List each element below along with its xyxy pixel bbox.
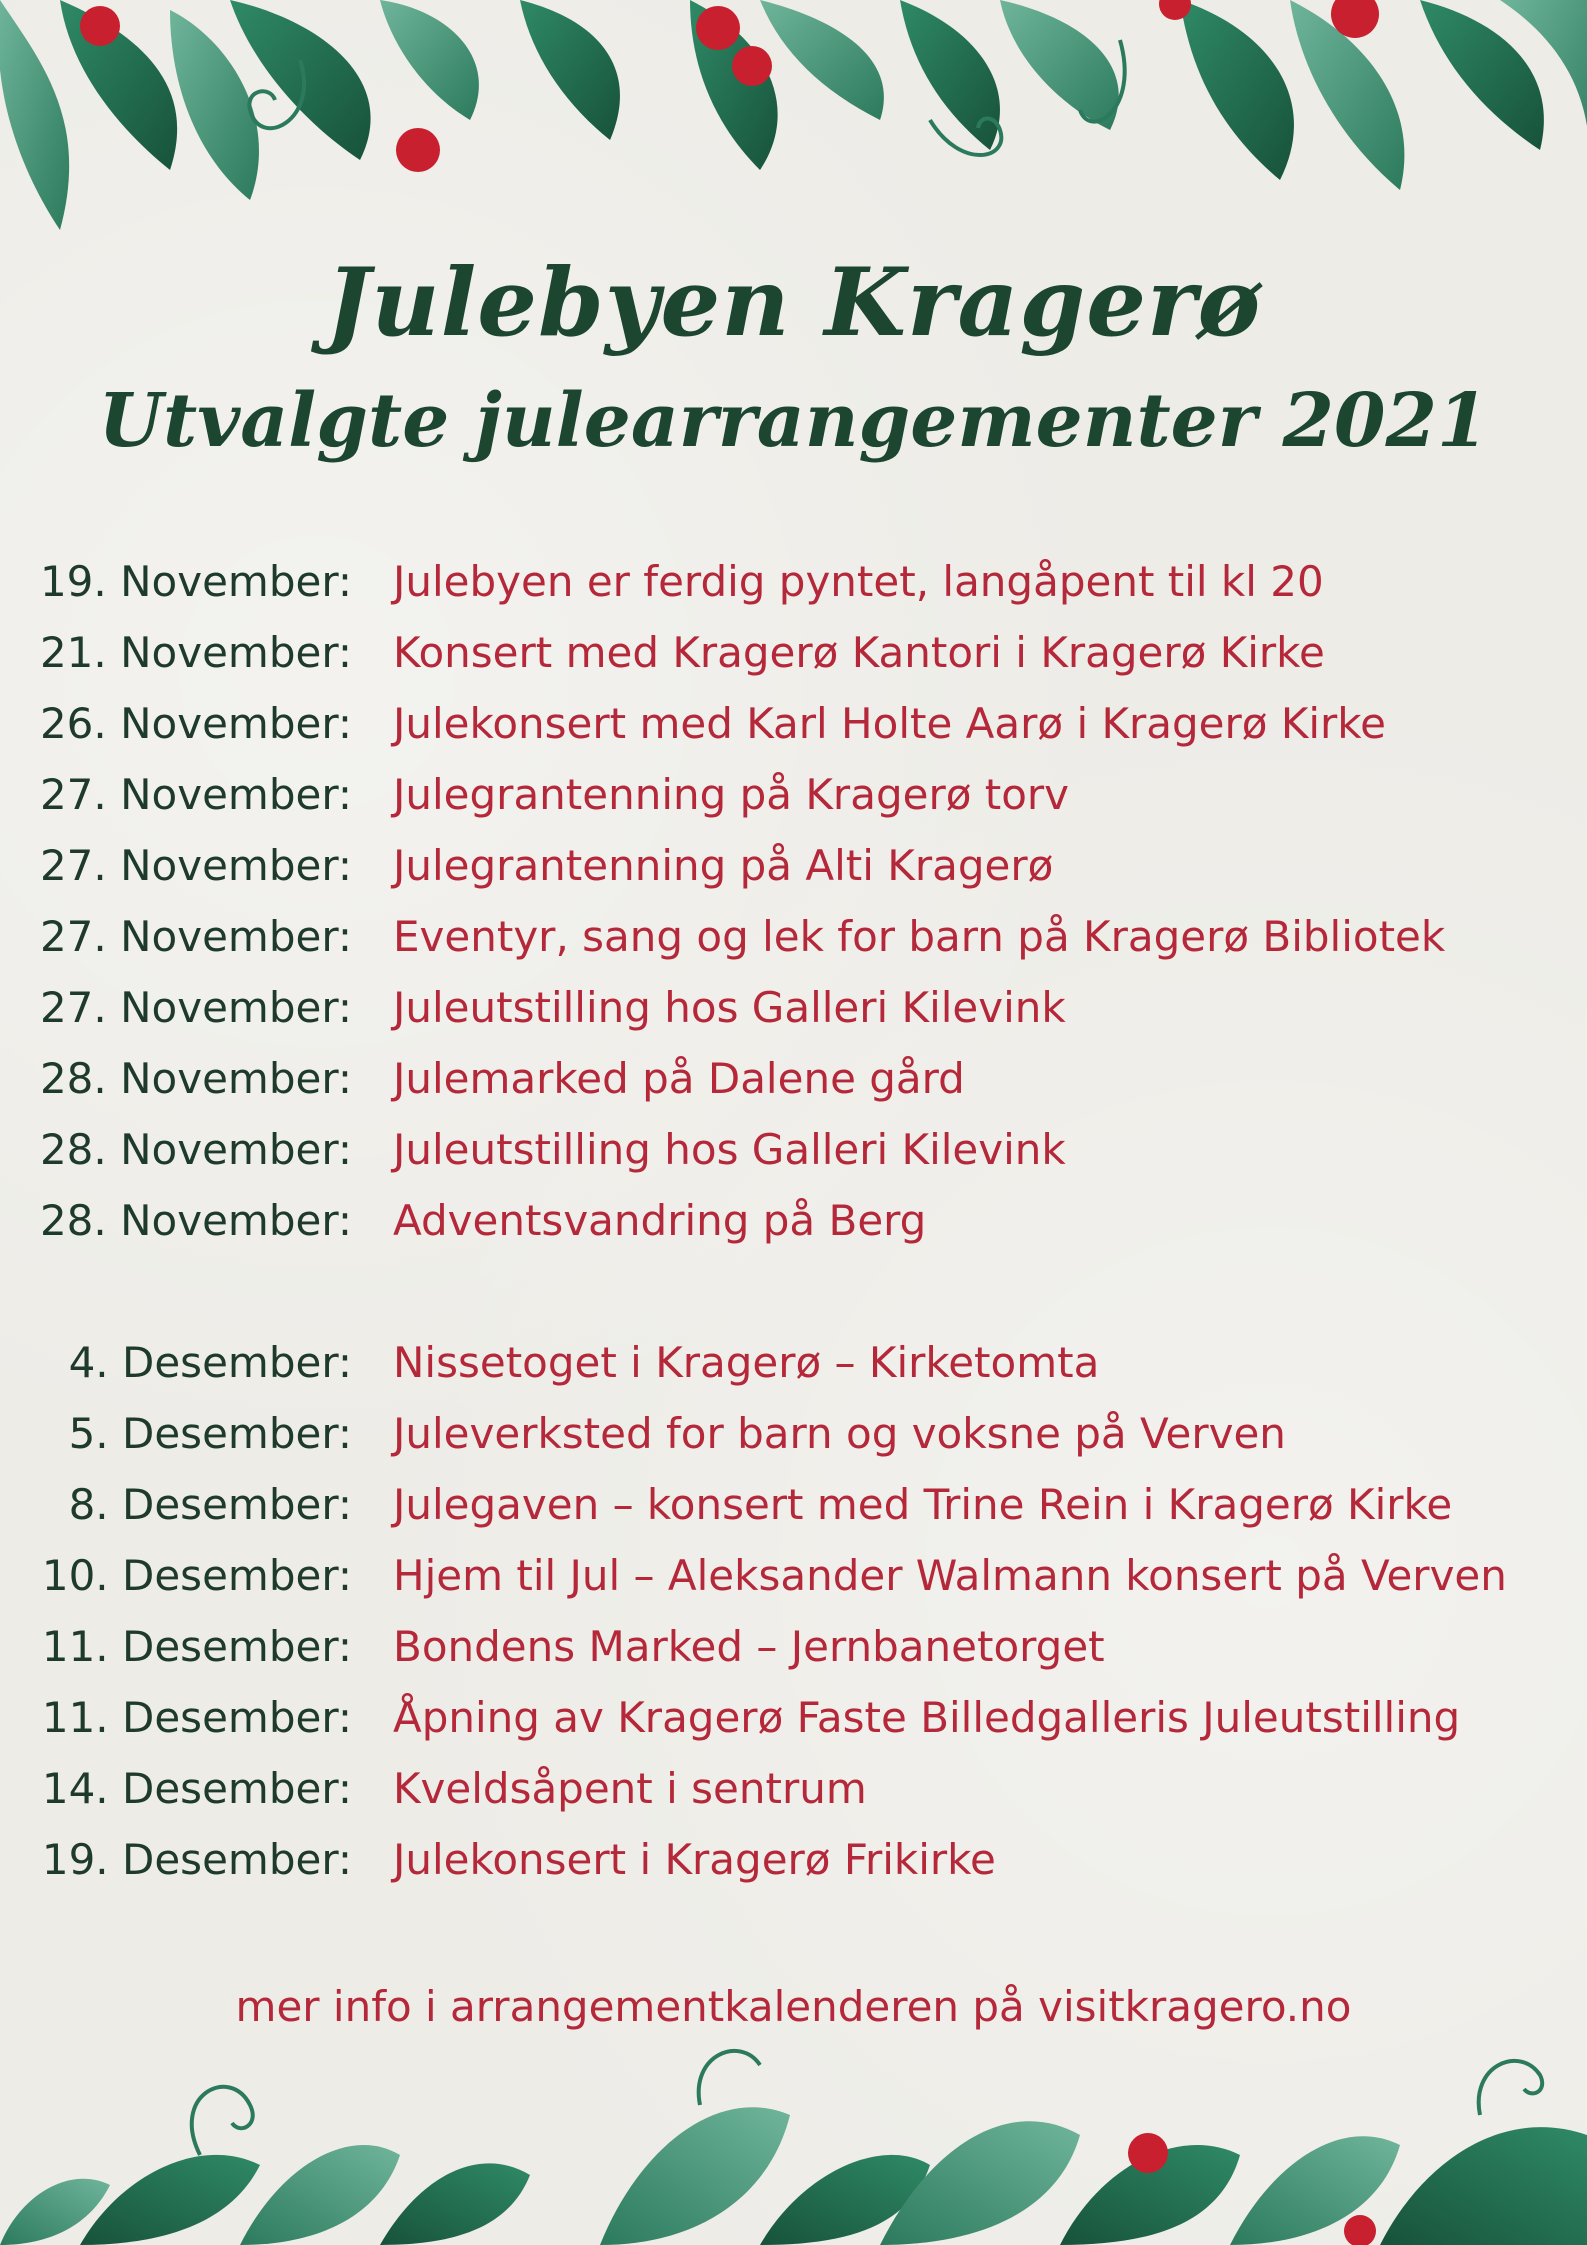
event-row xyxy=(0,552,1587,612)
event-title: Juleverksted for barn og voksne på Verven xyxy=(393,1409,1286,1458)
event-title: Julegrantenning på Kragerø torv xyxy=(393,770,1070,819)
event-date: 27. November: xyxy=(39,912,352,961)
event-title: Bondens Marked – Jernbanetorget xyxy=(393,1622,1105,1671)
event-date: 19. November: xyxy=(39,557,352,606)
page-subtitle: Utvalgte julearrangementer 2021 xyxy=(98,378,1489,464)
event-row xyxy=(0,1120,1587,1180)
event-date: 4. Desember: xyxy=(68,1338,352,1387)
event-row xyxy=(0,1688,1587,1748)
event-row xyxy=(0,836,1587,896)
event-row xyxy=(0,694,1587,754)
leaf-b2 xyxy=(80,2155,260,2245)
leaf-b3 xyxy=(240,2145,400,2245)
event-date: 27. November: xyxy=(39,770,352,819)
event-title: Julekonsert med Karl Holte Aarø i Kragerø Kirke xyxy=(393,699,1386,748)
leaf-11 xyxy=(1180,0,1294,180)
leaf-6 xyxy=(520,0,620,140)
event-date: 21. November: xyxy=(39,628,352,677)
event-title: Nissetoget i Kragerø – Kirketomta xyxy=(393,1338,1100,1387)
event-title: Juleutstilling hos Galleri Kilevink xyxy=(393,983,1066,1032)
leaf-8 xyxy=(760,0,884,120)
vine-curl-b1 xyxy=(192,2087,253,2155)
event-date: 28. November: xyxy=(39,1196,352,1245)
event-title: Hjem til Jul – Aleksander Walmann konsert på Verven xyxy=(393,1551,1507,1600)
berry-1 xyxy=(80,6,120,46)
berry-4 xyxy=(732,46,772,86)
event-date: 5. Desember: xyxy=(68,1409,352,1458)
event-row xyxy=(0,1475,1587,1535)
event-row xyxy=(0,978,1587,1038)
event-title: Åpning av Kragerø Faste Billedgalleris Juleutstilling xyxy=(393,1693,1461,1742)
holly-garland-top xyxy=(0,0,1587,240)
event-row xyxy=(0,1546,1587,1606)
event-title: Konsert med Kragerø Kantori i Kragerø Kirke xyxy=(393,628,1325,677)
event-date: 14. Desember: xyxy=(41,1764,352,1813)
event-date: 10. Desember: xyxy=(41,1551,352,1600)
event-date: 19. Desember: xyxy=(41,1835,352,1884)
event-title: Julegrantenning på Alti Kragerø xyxy=(393,841,1054,890)
leaf-1 xyxy=(0,0,69,230)
event-date: 11. Desember: xyxy=(41,1622,352,1671)
vine-curl-b3 xyxy=(1479,2061,1542,2115)
leaf-3 xyxy=(170,10,259,200)
event-title: Julekonsert i Kragerø Frikirke xyxy=(393,1835,996,1884)
event-row xyxy=(0,907,1587,967)
event-row xyxy=(0,1191,1587,1251)
event-title: Julebyen er ferdig pyntet, langåpent til kl 20 xyxy=(393,557,1324,606)
event-row xyxy=(0,1049,1587,1109)
event-row xyxy=(0,765,1587,825)
event-title: Adventsvandring på Berg xyxy=(393,1196,927,1245)
event-row xyxy=(0,1333,1587,1393)
event-title: Eventyr, sang og lek for barn på Kragerø Bibliotek xyxy=(393,912,1446,961)
event-row xyxy=(0,1617,1587,1677)
event-date: 8. Desember: xyxy=(68,1480,352,1529)
event-date: 11. Desember: xyxy=(41,1693,352,1742)
event-title: Julegaven – konsert med Trine Rein i Kragerø Kirke xyxy=(393,1480,1453,1529)
event-row xyxy=(0,1404,1587,1464)
leaf-9 xyxy=(900,0,1000,150)
leaf-b5 xyxy=(600,2107,790,2245)
event-title: Juleutstilling hos Galleri Kilevink xyxy=(393,1125,1066,1174)
holly-garland-bottom xyxy=(0,2025,1587,2245)
leaf-b10 xyxy=(1380,2127,1587,2245)
event-date: 28. November: xyxy=(39,1054,352,1103)
leaf-13 xyxy=(1420,0,1544,150)
page-title: Julebyen Kragerø xyxy=(325,248,1262,358)
event-date: 27. November: xyxy=(39,841,352,890)
berry-b1 xyxy=(1128,2133,1168,2173)
leaf-5 xyxy=(380,0,479,120)
vine-curl-b2 xyxy=(699,2051,760,2105)
berry-3 xyxy=(696,6,740,50)
event-date: 26. November: xyxy=(39,699,352,748)
event-row xyxy=(0,1759,1587,1819)
footer-info-text: mer info i arrangementkalenderen på visitkragero.no xyxy=(235,1982,1352,2031)
event-date: 28. November: xyxy=(39,1125,352,1174)
berry-2 xyxy=(396,128,440,172)
event-row xyxy=(0,623,1587,683)
event-date: 27. November: xyxy=(39,983,352,1032)
berry-b2 xyxy=(1344,2215,1376,2245)
event-title: Kveldsåpent i sentrum xyxy=(393,1764,867,1813)
leaf-b4 xyxy=(380,2163,530,2245)
event-row xyxy=(0,1830,1587,1890)
event-title: Julemarked på Dalene gård xyxy=(393,1054,965,1103)
leaf-10 xyxy=(1000,0,1119,130)
